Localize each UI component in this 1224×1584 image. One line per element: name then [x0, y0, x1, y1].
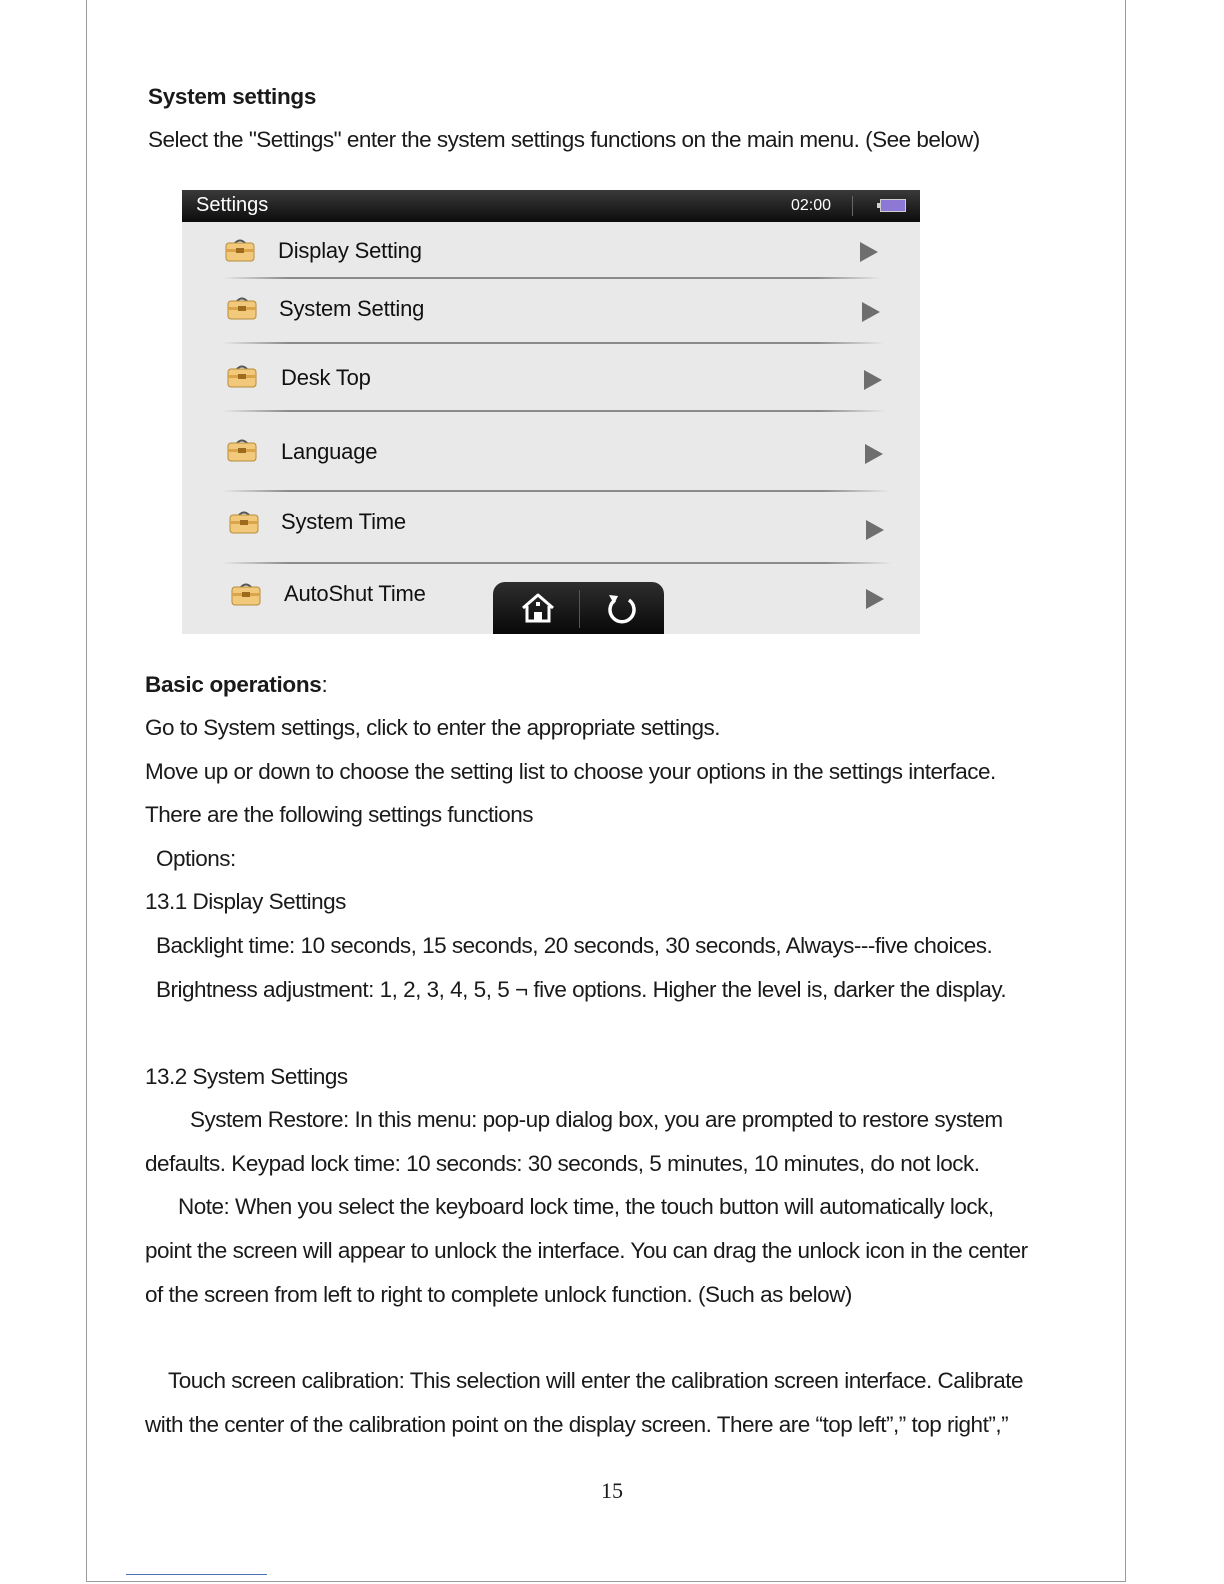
divider [222, 410, 886, 412]
menu-item-label: AutoShut Time [284, 581, 426, 606]
home-icon [503, 588, 573, 628]
clock: 02:00 [791, 197, 832, 214]
paragraph: defaults. Keypad lock time: 10 seconds: 30 seconds, 5 minutes, 10 minutes, do not lock. [145, 1151, 980, 1176]
intro-paragraph: Select the "Settings" enter the system settings functions on the main menu. (See below) [148, 127, 980, 152]
paragraph: There are the following settings functions [145, 802, 533, 827]
basic-operations-heading [145, 672, 327, 698]
subheading-display-settings: 13.1 Display Settings [145, 889, 346, 914]
status-bar [182, 190, 920, 222]
menu-item-display-setting[interactable] [182, 232, 920, 272]
heading-colon: : [321, 672, 328, 697]
footnote-rule [126, 1574, 267, 1575]
menu-item-label: System Time [281, 509, 406, 534]
chevron-right-icon [860, 242, 878, 262]
toolbox-icon [228, 510, 260, 534]
nav-divider [579, 590, 580, 628]
divider [222, 342, 884, 344]
menu-item-label: Display Setting [278, 238, 422, 263]
chevron-right-icon [862, 302, 880, 322]
chevron-right-icon [864, 370, 882, 390]
status-divider [852, 196, 853, 216]
battery-icon [880, 199, 906, 212]
paragraph: point the screen will appear to unlock the interface. You can drag the unlock icon in the center [145, 1238, 1028, 1263]
paragraph: with the center of the calibration point on the display screen. There are “top left”,” top right”,” [145, 1412, 1009, 1437]
page-number: 15 [601, 1478, 623, 1503]
divider [222, 277, 882, 279]
heading-text: Basic operations [145, 672, 322, 697]
menu-item-label: Desk Top [281, 365, 371, 390]
nav-dock [493, 582, 664, 634]
section-heading: System settings [148, 84, 317, 109]
menu-item-language[interactable] [182, 432, 920, 472]
back-button[interactable] [587, 588, 657, 628]
paragraph: of the screen from left to right to complete unlock function. (Such as below) [145, 1282, 852, 1307]
paragraph: Brightness adjustment: 1, 2, 3, 4, 5, 5 ¬ five options. Higher the level is, darker the display. [156, 977, 1007, 1002]
settings-screenshot [182, 190, 920, 634]
paragraph: System Restore: In this menu: pop-up dialog box, you are prompted to restore system [190, 1107, 1003, 1132]
screen-title: Settings [196, 194, 269, 216]
paragraph: Touch screen calibration: This selection will enter the calibration screen interface. Calibrate [168, 1368, 1024, 1393]
paragraph: Move up or down to choose the setting list to choose your options in the settings interface. [145, 759, 996, 784]
toolbox-icon [230, 582, 262, 606]
menu-item-system-setting[interactable] [182, 290, 920, 330]
home-button[interactable] [503, 588, 573, 628]
divider [222, 490, 890, 492]
menu-item-system-time[interactable] [182, 502, 920, 542]
toolbox-icon [226, 438, 258, 462]
back-icon [587, 588, 657, 628]
chevron-right-icon [866, 520, 884, 540]
paragraph: Note: When you select the keyboard lock time, the touch button will automatically lock, [178, 1194, 994, 1219]
toolbox-icon [226, 296, 258, 320]
paragraph: Backlight time: 10 seconds, 15 seconds, 20 seconds, 30 seconds, Always---five choices. [156, 933, 993, 958]
menu-item-label: System Setting [279, 296, 425, 321]
subheading-system-settings: 13.2 System Settings [145, 1064, 348, 1089]
toolbox-icon [226, 364, 258, 388]
paragraph: Go to System settings, click to enter the appropriate settings. [145, 715, 721, 740]
toolbox-icon [224, 238, 256, 262]
chevron-right-icon [865, 444, 883, 464]
menu-item-desk-top[interactable] [182, 358, 920, 398]
chevron-right-icon [866, 589, 884, 609]
menu-item-label: Language [281, 439, 378, 464]
paragraph: Options: [156, 846, 236, 871]
divider [222, 562, 892, 564]
